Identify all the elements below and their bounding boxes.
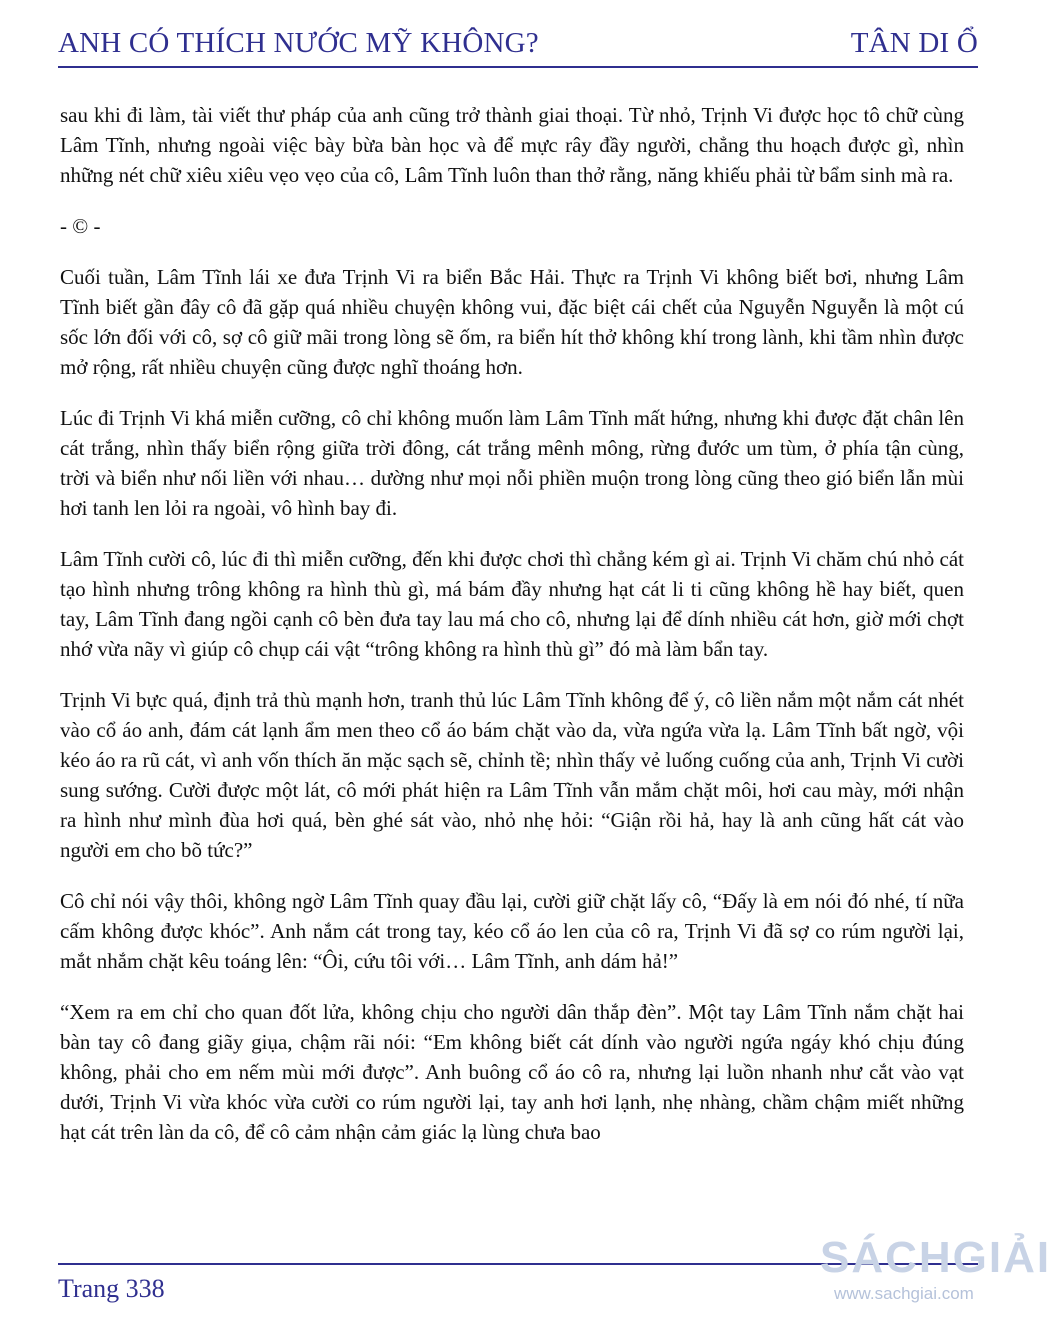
- paragraph: Cô chỉ nói vậy thôi, không ngờ Lâm Tĩnh quay đầu lại, cười giữ chặt lấy cô, “Đấy là em nói đó nhé, tí nữa cấm không được khóc”. Anh nắm cát trong tay, kéo cổ áo len của cô ra, Trịnh Vi đã sợ co rúm người lại, mắt nhắm chặt kêu toáng lên: “Ôi, cứu tôi với… Lâm Tĩnh, anh dám hả!”: [60, 889, 964, 973]
- book-title: ANH CÓ THÍCH NƯỚC MỸ KHÔNG?: [58, 27, 539, 59]
- watermark-logo: [820, 1232, 1051, 1322]
- page-body: [60, 100, 964, 1168]
- paragraph: Lúc đi Trịnh Vi khá miễn cưỡng, cô chỉ không muốn làm Lâm Tĩnh mất hứng, nhưng khi được đặt chân lên cát trắng, nhìn thấy biển rộng giữa trời đông, cát trắng mênh mông, rừng đước um tùm, ở phía tận cùng, trời và biển như nối liền với nhau… dường như mọi nỗi phiền muộn trong lòng cũng theo gió biển lẫn mùi hơi tanh len lỏi ra ngoài, vô hình bay đi.: [60, 406, 964, 520]
- paragraph: Trịnh Vi bực quá, định trả thù mạnh hơn, tranh thủ lúc Lâm Tĩnh không để ý, cô liền nắm một nắm cát nhét vào cổ áo anh, đám cát lạnh ẩm men theo cổ áo bám chặt vào da, vừa ngứa vừa lạ. Lâm Tĩnh bất ngờ, vội kéo áo ra rũ cát, vì anh vốn thích ăn mặc sạch sẽ, chỉnh tề; nhìn thấy vẻ luống cuống của anh, Trịnh Vi cười sung sướng. Cười được một lát, cô mới phát hiện ra Lâm Tĩnh vẫn mắm chặt môi, hơi cau mày, mới nhận ra hình như mình đùa hơi quá, bèn ghé sát vào, nhỏ nhẹ hỏi: “Giận rồi hả, hay là anh cũng hất cát vào người em cho bõ tức?”: [60, 688, 964, 862]
- paragraph: Lâm Tĩnh cười cô, lúc đi thì miễn cưỡng, đến khi được chơi thì chẳng kém gì ai. Trịnh Vi chăm chú nhỏ cát tạo hình nhưng trông không ra hình thù gì, má bám đầy nhưng hạt cát li ti cũng không hề hay biết, quen tay, Lâm Tĩnh đang ngồi cạnh cô bèn đưa tay lau má cho cô, nhưng lại để dính nhiều cát hơn, giờ mới chợt nhớ vừa nãy vì giúp cô chụp cái vật “trông không ra hình thù gì” đó mà làm bẩn tay.: [60, 547, 964, 661]
- page-header: [58, 20, 978, 68]
- paragraph: Cuối tuần, Lâm Tĩnh lái xe đưa Trịnh Vi ra biển Bắc Hải. Thực ra Trịnh Vi không biết bơi, nhưng Lâm Tĩnh biết gần đây cô đã gặp quá nhiều chuyện không vui, đặc biệt cái chết của Nguyễn Nguyễn là một cú sốc lớn đối với cô, sợ cô giữ mãi trong lòng sẽ ốm, ra biển hít thở không khí trong lành, khi tầm nhìn được mở rộng, rất nhiều chuyện cũng được nghĩ thoáng hơn.: [60, 265, 964, 379]
- watermark-logo-text: SÁCHGIẢI: [820, 1233, 1051, 1282]
- section-divider: - © -: [60, 214, 101, 238]
- paragraph: “Xem ra em chỉ cho quan đốt lửa, không chịu cho người dân thắp đèn”. Một tay Lâm Tĩnh nắm chặt hai bàn tay cô đang giãy giụa, chậm rãi nói: “Em không biết cát dính vào người ngứa ngáy khó chịu đúng không, phải cho em nếm mùi mới được”. Anh buông cổ áo cô ra, nhưng lại luồn nhanh như cắt vào vạt dưới, Trịnh Vi vừa khóc vừa cười co rúm người lại, tay anh hơi lạnh, nhẹ nhàng, chầm chậm miết những hạt cát trên làn da cô, để cô cảm nhận cảm giác lạ lùng chưa bao: [60, 1000, 964, 1144]
- paragraph: sau khi đi làm, tài viết thư pháp của anh cũng trở thành giai thoại. Từ nhỏ, Trịnh Vi được học tô chữ cùng Lâm Tĩnh, nhưng ngoài việc bày bừa bàn học và để mực rây đầy người, chẳng thu hoạch được gì, nhìn những nét chữ xiêu xiêu vẹo vẹo của cô, Lâm Tĩnh luôn than thở rằng, năng khiếu phải từ bẩm sinh mà ra.: [60, 103, 964, 187]
- book-author: TÂN DI Ổ: [850, 27, 978, 59]
- watermark-url: www.sachgiai.com: [834, 1284, 974, 1303]
- page-number: Trang 338: [58, 1274, 165, 1303]
